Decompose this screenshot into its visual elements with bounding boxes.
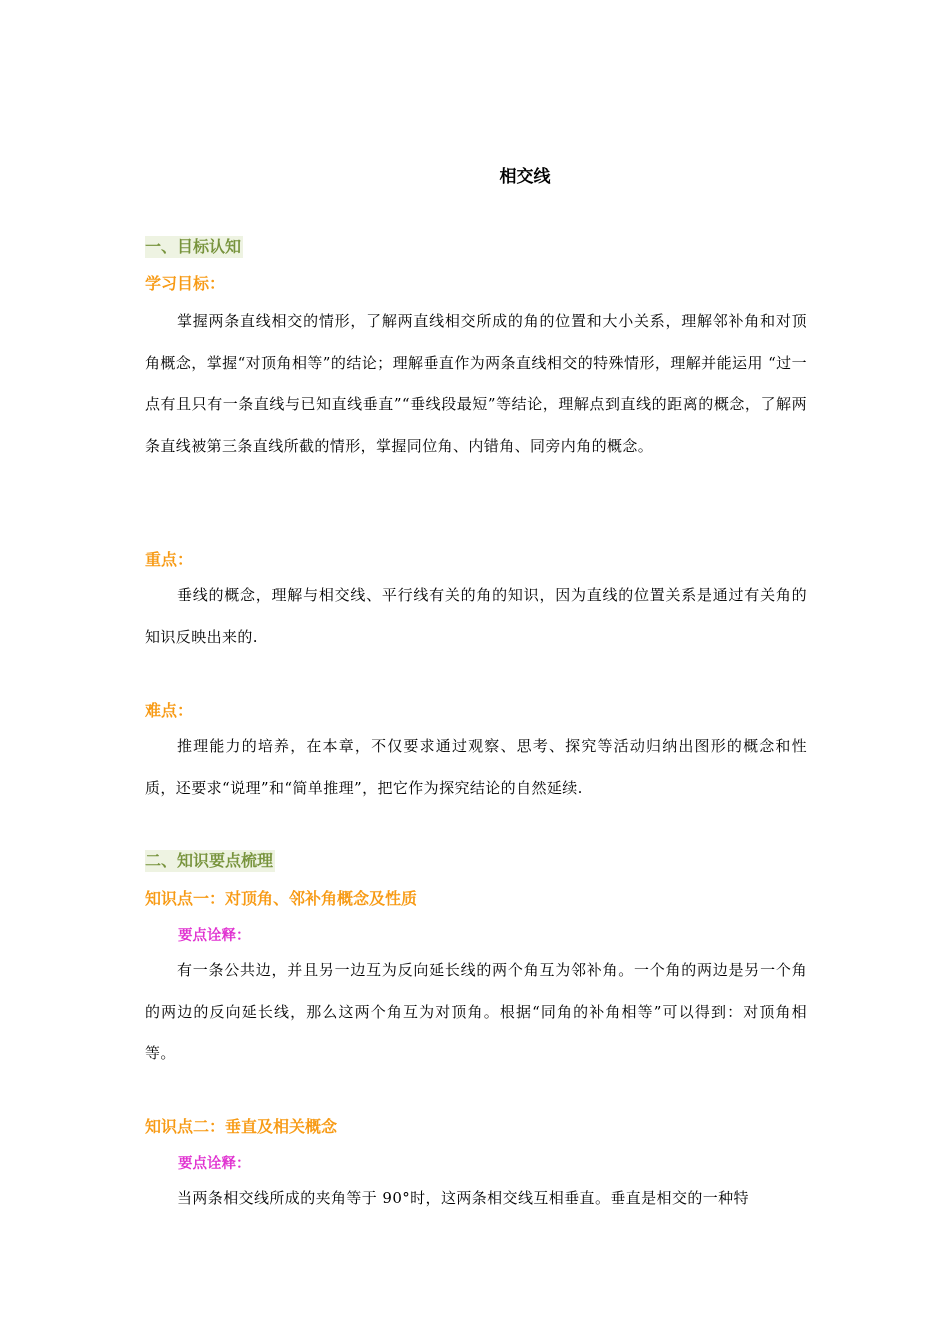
subheading-learning-goals: 学习目标： [145, 274, 226, 293]
subheading-key-points: 重点： [145, 550, 194, 569]
paragraph-knowledge-point-2: 当两条相交线所成的夹角等于 90°时，这两条相交线互相垂直。垂直是相交的一种特 [177, 1189, 749, 1207]
section-heading-knowledge: 二、知识要点梳理 [145, 851, 274, 870]
point-label-1: 要点诠释： [178, 928, 251, 944]
subheading-knowledge-point-2: 知识点二：垂直及相关概念 [145, 1117, 338, 1136]
point-label-2: 要点诠释： [178, 1156, 251, 1172]
section-heading-goals: 一、目标认知 [145, 237, 242, 256]
paragraph-learning-goals: 掌握两条直线相交的情形，了解两直线相交所成的角的位置和大小关系，理解邻补角和对顶角概念，掌握“对顶角相等”的结论；理解垂直作为两条直线相交的特殊情形，理解并能运用 “过一点有且只有一条直线与已知直线垂直”“垂线段最短”等结论，理解点到直线的距离的概念，了解两条直线被第三条直线所截的情形，掌握同位角、内错角、同旁内角的概念。 [145, 312, 807, 455]
paragraph-key-points: 垂线的概念，理解与相交线、平行线有关的角的知识，因为直线的位置关系是通过有关角的知识反映出来的. [145, 586, 807, 646]
subheading-difficulties: 难点： [145, 701, 194, 720]
subheading-knowledge-point-1: 知识点一：对顶角、邻补角概念及性质 [145, 889, 418, 908]
document-title: 相交线 [499, 167, 551, 187]
paragraph-difficulties: 推理能力的培养，在本章，不仅要求通过观察、思考、探究等活动归纳出图形的概念和性质，还要求“说理”和“简单推理”，把它作为探究结论的自然延续. [145, 737, 807, 797]
paragraph-knowledge-point-1: 有一条公共边，并且另一边互为反向延长线的两个角互为邻补角。一个角的两边是另一个角的两边的反向延长线，那么这两个角互为对顶角。根据“同角的补角相等”可以得到：对顶角相等。 [145, 961, 807, 1062]
